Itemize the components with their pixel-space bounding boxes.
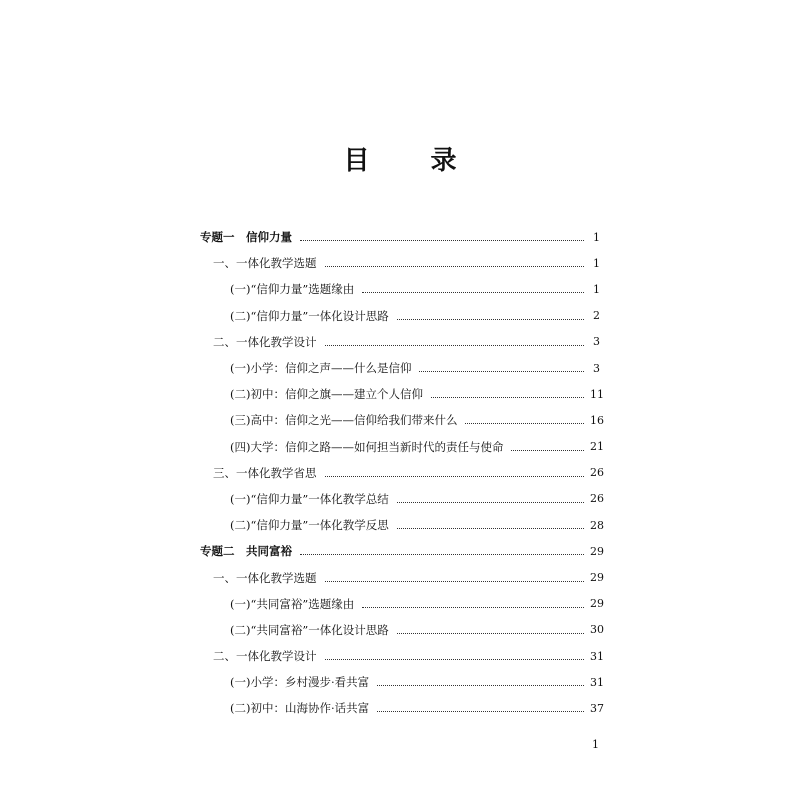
toc-subsection-entry[interactable] — [200, 486, 604, 512]
toc-entry-label: 三、一体化教学省思 — [213, 465, 317, 480]
dot-leader — [300, 239, 584, 241]
toc-subsection-entry[interactable] — [200, 591, 604, 617]
toc-entry-page: 1 — [593, 230, 600, 244]
toc-subsection-entry[interactable] — [200, 512, 604, 538]
toc-entry-page: 3 — [593, 361, 600, 375]
toc-entry-page: 29 — [590, 571, 604, 585]
dot-leader — [300, 553, 584, 555]
toc-subsection-entry[interactable] — [200, 434, 604, 460]
toc-entry-label: (一)“共同富裕”选题缘由 — [230, 596, 355, 611]
dot-leader — [377, 684, 584, 686]
toc-entry-label: (一)小学：信仰之声——什么是信仰 — [230, 361, 412, 376]
toc-entry-page: 1 — [593, 256, 600, 270]
page-title: 目 录 — [343, 146, 483, 176]
dot-leader — [419, 370, 584, 372]
dot-leader — [325, 265, 585, 267]
toc-section-entry[interactable] — [200, 643, 604, 669]
toc-subsection-entry[interactable] — [200, 617, 604, 643]
toc-subsection-entry[interactable] — [200, 695, 604, 721]
toc-subsection-entry[interactable] — [200, 407, 604, 433]
toc-entry-page: 1 — [593, 282, 600, 296]
dot-leader — [397, 501, 584, 503]
toc-entry-label: 二、一体化教学设计 — [213, 649, 317, 664]
dot-leader — [397, 318, 584, 320]
toc-entry-label: 二、一体化教学设计 — [213, 334, 317, 349]
toc-entry-page: 29 — [590, 597, 604, 611]
dot-leader — [325, 344, 585, 346]
toc-subsection-entry[interactable] — [200, 381, 604, 407]
toc-section-entry[interactable] — [200, 250, 600, 276]
toc-entry-page: 3 — [593, 335, 600, 349]
toc-entry-label: (一)小学：乡村漫步·看共富 — [230, 675, 370, 690]
toc-subsection-entry[interactable] — [200, 303, 600, 329]
dot-leader — [362, 606, 584, 608]
toc-topic-entry[interactable] — [200, 224, 600, 250]
dot-leader — [397, 527, 584, 529]
table-of-contents — [200, 224, 604, 722]
toc-entry-page: 21 — [590, 440, 604, 454]
dot-leader — [325, 580, 585, 582]
toc-entry-page: 28 — [590, 518, 604, 532]
toc-entry-label: 专题二 共同富裕 — [200, 544, 292, 559]
dot-leader — [511, 449, 584, 451]
toc-section-entry[interactable] — [200, 460, 604, 486]
toc-entry-label: 一、一体化教学选题 — [213, 256, 317, 271]
toc-entry-label: (二)“信仰力量”一体化教学反思 — [230, 518, 389, 533]
toc-entry-page: 11 — [590, 387, 604, 401]
toc-entry-label: (一)“信仰力量”一体化教学总结 — [230, 491, 389, 506]
toc-entry-page: 31 — [590, 649, 604, 663]
toc-entry-label: (三)高中：信仰之光——信仰给我们带来什么 — [230, 413, 458, 428]
toc-entry-page: 37 — [590, 701, 604, 715]
toc-subsection-entry[interactable] — [200, 669, 604, 695]
dot-leader — [362, 291, 584, 293]
toc-entry-page: 2 — [593, 309, 600, 323]
toc-entry-page: 30 — [590, 623, 604, 637]
toc-entry-label: (一)“信仰力量”选题缘由 — [230, 282, 355, 297]
toc-section-entry[interactable] — [200, 329, 600, 355]
toc-entry-page: 26 — [590, 466, 604, 480]
toc-entry-page: 26 — [590, 492, 604, 506]
toc-entry-label: 专题一 信仰力量 — [200, 230, 292, 245]
toc-entry-label: (二)初中：山海协作·话共富 — [230, 701, 370, 716]
toc-entry-label: 一、一体化教学选题 — [213, 570, 317, 585]
dot-leader — [431, 396, 584, 398]
dot-leader — [325, 475, 585, 477]
toc-subsection-entry[interactable] — [200, 355, 600, 381]
dot-leader — [465, 422, 584, 424]
toc-entry-page: 29 — [590, 544, 604, 558]
toc-entry-label: (二)“共同富裕”一体化设计思路 — [230, 622, 389, 637]
toc-section-entry[interactable] — [200, 564, 604, 590]
toc-entry-label: (二)“信仰力量”一体化设计思路 — [230, 308, 389, 323]
toc-topic-entry[interactable] — [200, 538, 604, 564]
toc-entry-label: (二)初中：信仰之旗——建立个人信仰 — [230, 387, 423, 402]
toc-subsection-entry[interactable] — [200, 276, 600, 302]
toc-entry-page: 31 — [590, 675, 604, 689]
dot-leader — [377, 710, 584, 712]
toc-entry-page: 16 — [590, 413, 604, 427]
toc-entry-label: (四)大学：信仰之路——如何担当新时代的责任与使命 — [230, 439, 504, 454]
dot-leader — [325, 658, 585, 660]
dot-leader — [397, 632, 584, 634]
page-number: 1 — [592, 738, 599, 751]
